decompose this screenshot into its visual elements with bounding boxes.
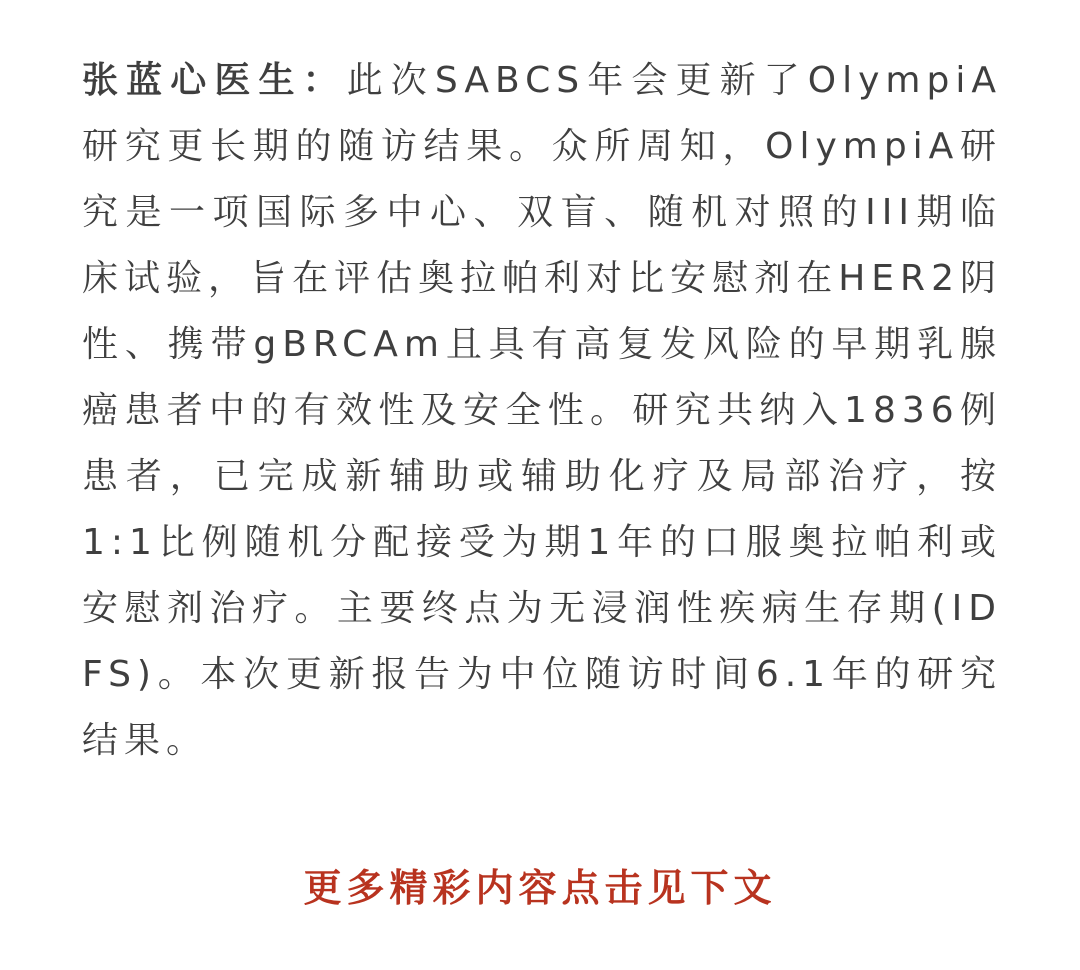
paragraph-text: 此次SABCS年会更新了OlympiA研究更长期的随访结果。众所周知，OlympiA研究是一项国际多中心、双盲、随机对照的III期临床试验，旨在评估奥拉帕利对比安慰剂在HER2阴性、携带gBRCAm且具有高复发风险的早期乳腺癌患者中的有效性及安全性。研究共纳入1836例患者，已完成新辅助或辅助化疗及局部治疗，按1:1比例随机分配接受为期1年的口服奥拉帕利或安慰剂治疗。主要终点为无浸润性疾病生存期(IDFS)。本次更新报告为中位随访时间6.1年的研究结果。 (82, 60, 1002, 761)
read-more-link[interactable]: 更多精彩内容点击见下文 (303, 866, 777, 910)
speaker-name: 张蓝心医生： (82, 60, 347, 101)
article-paragraph (82, 48, 1002, 774)
article-body (82, 48, 1002, 774)
